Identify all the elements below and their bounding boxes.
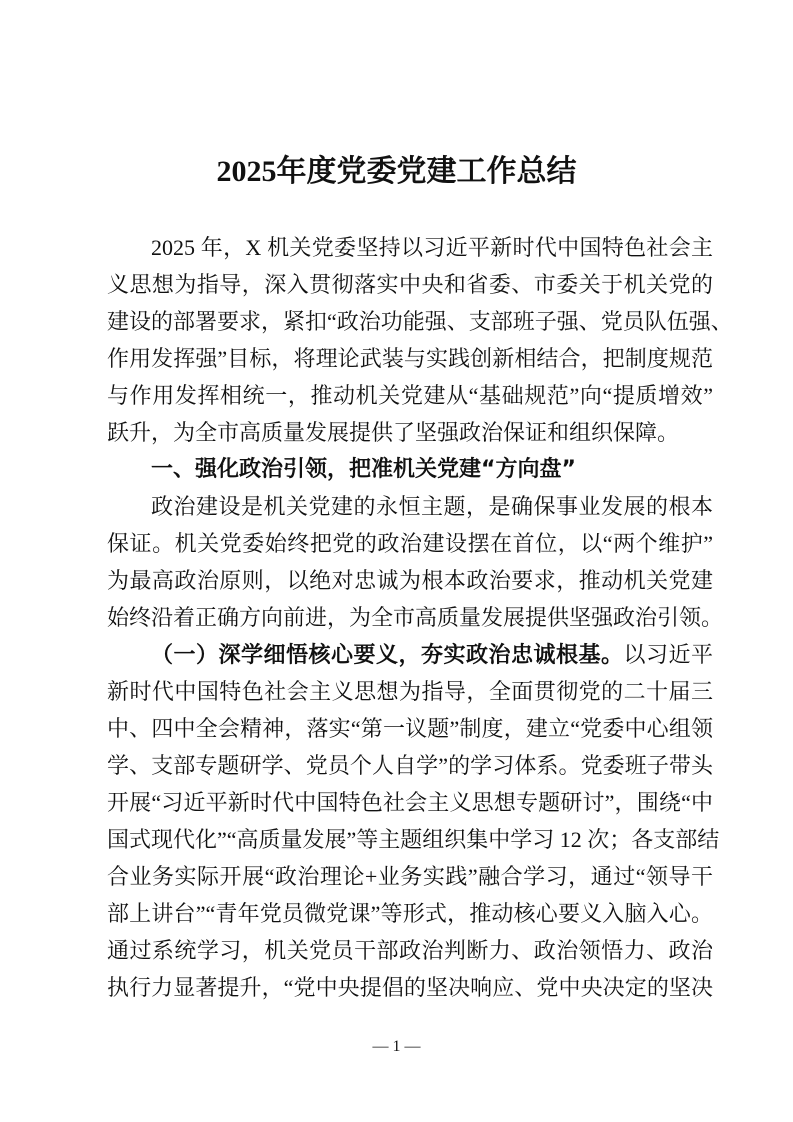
body-line: 保证。机关党委始终把党的政治建设摆在首位，以“两个维护” xyxy=(107,531,713,556)
body-line: 新时代中国特色社会主义思想为指导，全面贯彻党的二十届三 xyxy=(107,679,713,704)
body-line: 为最高政治原则，以绝对忠诚为根本政治要求，推动机关党建 xyxy=(107,568,713,593)
document-body xyxy=(107,229,733,1006)
document-title: 2025年度党委党建工作总结 xyxy=(216,155,577,188)
section-heading: 一、强化政治引领，把准机关党建“方向盘” xyxy=(151,457,576,482)
body-line: 部上讲台”“青年党员微党课”等形式，推动核心要义入脑入心。 xyxy=(107,901,713,926)
body-line: 作用发挥强”目标，将理论武装与实践创新相结合，把制度规范 xyxy=(107,346,713,371)
body-line: 通过系统学习，机关党员干部政治判断力、政治领悟力、政治 xyxy=(107,938,713,963)
body-line: 2025 年，X 机关党委坚持以习近平新时代中国特色社会主 xyxy=(151,235,713,260)
body-line: 与作用发挥相统一，推动机关党建从“基础规范”向“提质增效” xyxy=(107,383,713,408)
page-number: — 1 — xyxy=(372,1038,421,1055)
body-line: 开展“习近平新时代中国特色社会主义思想专题研讨”，围绕“中 xyxy=(107,790,713,815)
body-line: 始终沿着正确方向前进，为全市高质量发展提供坚强政治引领。 xyxy=(107,605,724,630)
body-line: 国式现代化”“高质量发展”等主题组织集中学习 12 次；各支部结 xyxy=(107,827,720,852)
subsection-line xyxy=(107,636,713,673)
body-line: 学、支部专题研学、党员个人自学”的学习体系。党委班子带头 xyxy=(107,753,713,778)
subsection-heading: （一）深学细悟核心要义，夯实政治忠诚根基。 xyxy=(151,643,624,668)
body-line: 合业务实际开展“政治理论+业务实践”融合学习，通过“领导干 xyxy=(107,864,713,889)
body-line: 建设的部署要求，紧扣“政治功能强、支部班子强、党员队伍强、 xyxy=(107,309,733,334)
body-line: 义思想为指导，深入贯彻落实中央和省委、市委关于机关党的 xyxy=(107,272,713,297)
body-line: 中、四中全会精神，落实“第一议题”制度，建立“党委中心组领 xyxy=(107,716,713,741)
body-line: 跃升，为全市高质量发展提供了坚强政治保证和组织保障。 xyxy=(107,420,680,445)
body-line: 执行力显著提升，“党中央提倡的坚决响应、党中央决定的坚决 xyxy=(107,975,713,1000)
subsection-text: 以习近平 xyxy=(623,642,713,667)
body-line: 政治建设是机关党建的永恒主题，是确保事业发展的根本 xyxy=(151,494,713,519)
